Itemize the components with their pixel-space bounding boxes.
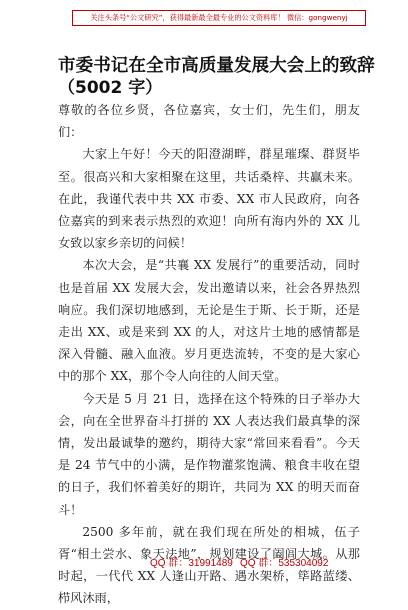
qq-group-1: QQ 群：31991489 (150, 558, 233, 569)
word-count-subtitle: （5002 字） (58, 78, 163, 98)
document-body (58, 99, 360, 610)
document-title: 市委书记在全市高质量发展大会上的致辞 (58, 56, 375, 76)
top-banner: 关注头条号“公文研究”，获得最新最全最专业的公文资料库！ 微信：gongwenyj (72, 10, 366, 26)
qq-group-2: QQ 群：535304092 (240, 558, 329, 569)
salutation-paragraph: 尊敬的各位乡贤，各位嘉宾，女士们，先生们，朋友们： (58, 103, 360, 140)
body-paragraph: 今天是 5 月 21 日，选择在这个特殊的日子举办大会，向在全世界奋斗打拼的 XX 人表达我们最真挚的深情，发出最诚挚的邀约，期待大家“常回来看看”。今天是 24 节气中的小满，是作物灌浆饱满、粮食丰收在望的日子，我们怀着美好的期许，共同为 XX 的明天而奋斗！ (58, 391, 360, 517)
body-paragraph: 2500 多年前，就在我们现在所处的相城，伍子胥“相土尝水、象天法地”，规划建设了阖闾大城。从那时起，一代代 XX 人逢山开路、遇水架桥，筚路蓝缕、栉风沐雨， (58, 524, 360, 606)
body-paragraph: 大家上午好！今天的阳澄湖畔，群星璀璨、群贤毕至。很高兴和大家相聚在这里，共话桑梓、共赢未来。在此，我谨代表中共 XX 市委、XX 市人民政府，向各位嘉宾的到来表示热烈的欢迎！向所有海内外的 XX 儿女致以家乡亲切的问候！ (58, 147, 360, 251)
body-paragraph: 本次大会，是“共襄 XX 发展行”的重要活动，同时也是首届 XX 发展大会，发出邀请以来，社会各界热烈响应。我们深切地感到，无论是生于斯、长于斯，还是走出 XX、或是来到 XX 的人，对这片土地的感情都是深入骨髓、融入血液。岁月更迭流转，不变的是大家心中的那个 XX，那个令人向往的人间天堂。 (58, 258, 360, 384)
